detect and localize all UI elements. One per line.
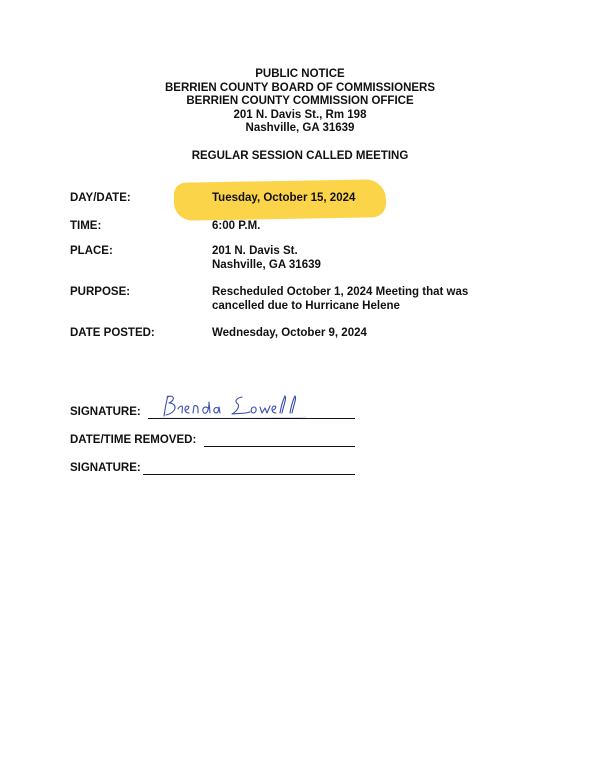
day-date-label: DAY/DATE: bbox=[70, 192, 131, 204]
day-date-value: Tuesday, October 15, 2024 bbox=[212, 192, 356, 204]
office-city: Nashville, GA 31639 bbox=[245, 122, 355, 134]
date-posted-label: DATE POSTED: bbox=[70, 327, 155, 339]
time-label: TIME: bbox=[70, 220, 102, 232]
signature1-label: SIGNATURE: bbox=[70, 406, 141, 418]
session-title: REGULAR SESSION CALLED MEETING bbox=[191, 150, 409, 162]
purpose-value-line1: Rescheduled October 1, 2024 Meeting that was bbox=[212, 286, 469, 298]
date-time-removed-line bbox=[204, 446, 355, 447]
date-posted-value: Wednesday, October 9, 2024 bbox=[212, 327, 367, 339]
notice-header bbox=[0, 68, 600, 136]
signature2-label: SIGNATURE: bbox=[70, 462, 141, 474]
office-name: BERRIEN COUNTY COMMISSION OFFICE bbox=[186, 95, 414, 107]
purpose-value-line2: cancelled due to Hurricane Helene bbox=[212, 299, 400, 312]
office-street: 201 N. Davis St., Rm 198 bbox=[233, 108, 367, 121]
handwritten-signature bbox=[156, 392, 316, 422]
board-name: BERRIEN COUNTY BOARD OF COMMISSIONERS bbox=[164, 81, 436, 94]
notice-title: PUBLIC NOTICE bbox=[255, 68, 345, 80]
signature2-line bbox=[143, 474, 355, 475]
place-value-line1: 201 N. Davis St. bbox=[212, 245, 298, 257]
purpose-label: PURPOSE: bbox=[70, 286, 131, 298]
date-time-removed-label: DATE/TIME REMOVED: bbox=[70, 434, 197, 446]
place-value-line2: Nashville, GA 31639 bbox=[212, 258, 321, 271]
place-label: PLACE: bbox=[70, 245, 113, 257]
time-value: 6:00 P.M. bbox=[212, 220, 261, 232]
